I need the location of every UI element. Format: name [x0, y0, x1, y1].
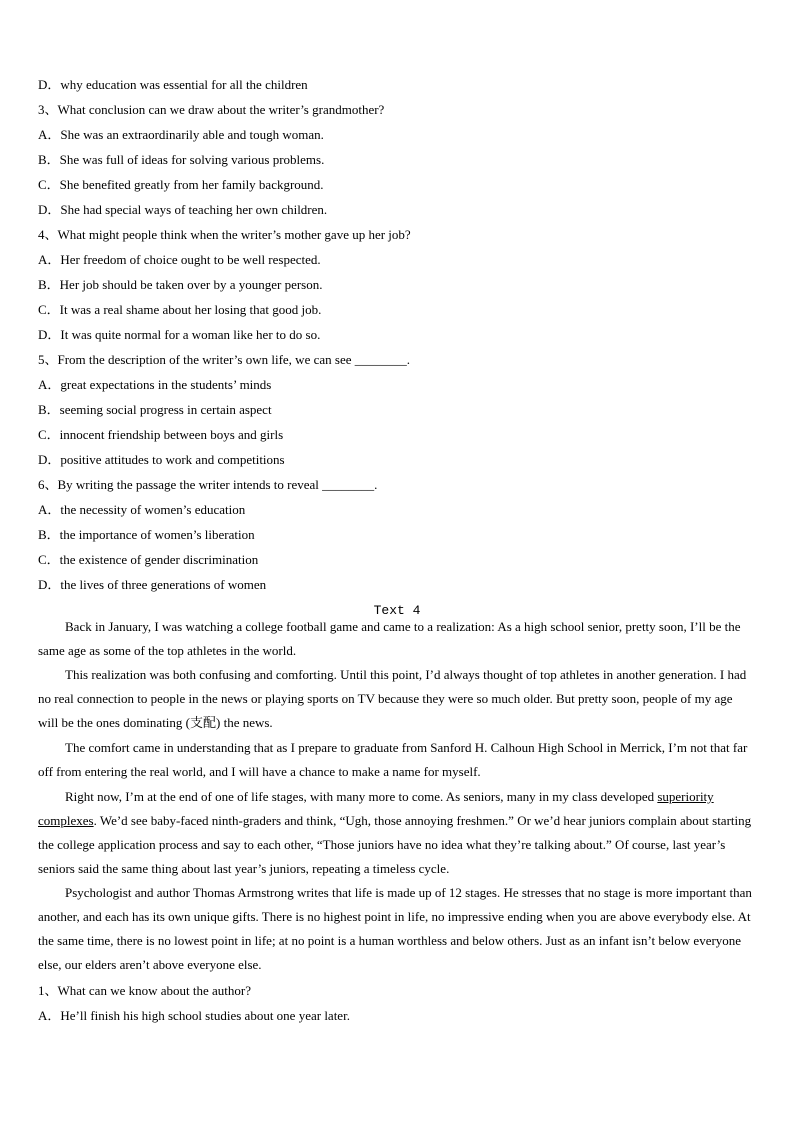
question-5: 5、From the description of the writer’s own life, we can see ________. — [38, 352, 410, 367]
option-a: A．Her freedom of choice ought to be well respected. — [38, 252, 321, 267]
question-6: 6、By writing the passage the writer intends to reveal ________. — [38, 477, 378, 492]
option-b: B．She was full of ideas for solving various problems. — [38, 152, 325, 167]
option-c: C．She benefited greatly from her family background. — [38, 177, 324, 192]
option-c: C．the existence of gender discrimination — [38, 552, 259, 567]
paragraph-1-text: Back in January, I was watching a college football game and came to a realization: As a high school senior, pretty soon, I’ll be the same age as some of the top athletes in the world. — [38, 619, 741, 658]
paragraph-2 — [38, 663, 754, 735]
paragraph-4-text-b: . We’d see baby-faced ninth-graders and think, “Ugh, those annoying freshmen.” Or we’d hear juniors complain about starting the college application process and say to each other, “Those juniors have no idea what they’re talking about.” Of course, last year’s seniors said the same thing about last year’s juniors, repeating a timeless cycle. — [38, 813, 752, 876]
option-a: A．She was an extraordinarily able and tough woman. — [38, 127, 324, 142]
paragraph-4 — [38, 785, 754, 881]
question-3: 3、What conclusion can we draw about the writer’s grandmother? — [38, 102, 385, 117]
option-b: B．the importance of women’s liberation — [38, 527, 255, 542]
paragraph-5 — [38, 881, 754, 977]
paragraph-4-text-a: Right now, I’m at the end of one of life stages, with many more to come. As seniors, many in my class developed — [65, 789, 655, 804]
option-b: B．Her job should be taken over by a younger person. — [38, 277, 323, 292]
text-4-title: Text 4 — [373, 603, 421, 618]
paragraph-3-text: The comfort came in understanding that as I prepare to graduate from Sanford H. Calhoun High School in Merrick, I’m not that far off from entering the real world, and I will have a chance to make a name for myself. — [38, 740, 748, 779]
paragraph-2-text: This realization was both confusing and comforting. Until this point, I’d always thought of top athletes in another generation. I had no real connection to people in the news or playing sports on TV because they were so much older. But pretty soon, people of my age will be the ones dominating (支配) the news. — [38, 667, 747, 730]
option-d: D．It was quite normal for a woman like her to do so. — [38, 327, 321, 342]
paragraph-5-text: Psychologist and author Thomas Armstrong writes that life is made up of 12 stages. He stresses that no stage is more important than another, and each has its own unique gifts. There is no highest point in life, no impressive ending when you are above everybody else. At the same time, there is no lowest point in life; at no point is a human worthless and below others. Just as an infant isn’t below everyone else, our elders aren’t above everyone else. — [38, 885, 752, 972]
option-d: D．the lives of three generations of women — [38, 577, 267, 592]
option-d: D．positive attitudes to work and competitions — [38, 452, 285, 467]
option-d: D．why education was essential for all the children — [38, 77, 308, 92]
paragraph-1 — [38, 615, 754, 663]
question-4: 4、What might people think when the writer’s mother gave up her job? — [38, 227, 411, 242]
question-1: 1、What can we know about the author? — [38, 983, 251, 998]
option-c: C．innocent friendship between boys and girls — [38, 427, 284, 442]
option-d: D．She had special ways of teaching her own children. — [38, 202, 328, 217]
option-b: B．seeming social progress in certain aspect — [38, 402, 272, 417]
option-a: A．great expectations in the students’ minds — [38, 377, 272, 392]
option-c: C．It was a real shame about her losing that good job. — [38, 302, 322, 317]
underlined-phrase: superiority complexes — [38, 789, 714, 828]
option-a: A．He’ll finish his high school studies about one year later. — [38, 1008, 350, 1023]
paragraph-3 — [38, 736, 754, 784]
option-a: A．the necessity of women’s education — [38, 502, 246, 517]
